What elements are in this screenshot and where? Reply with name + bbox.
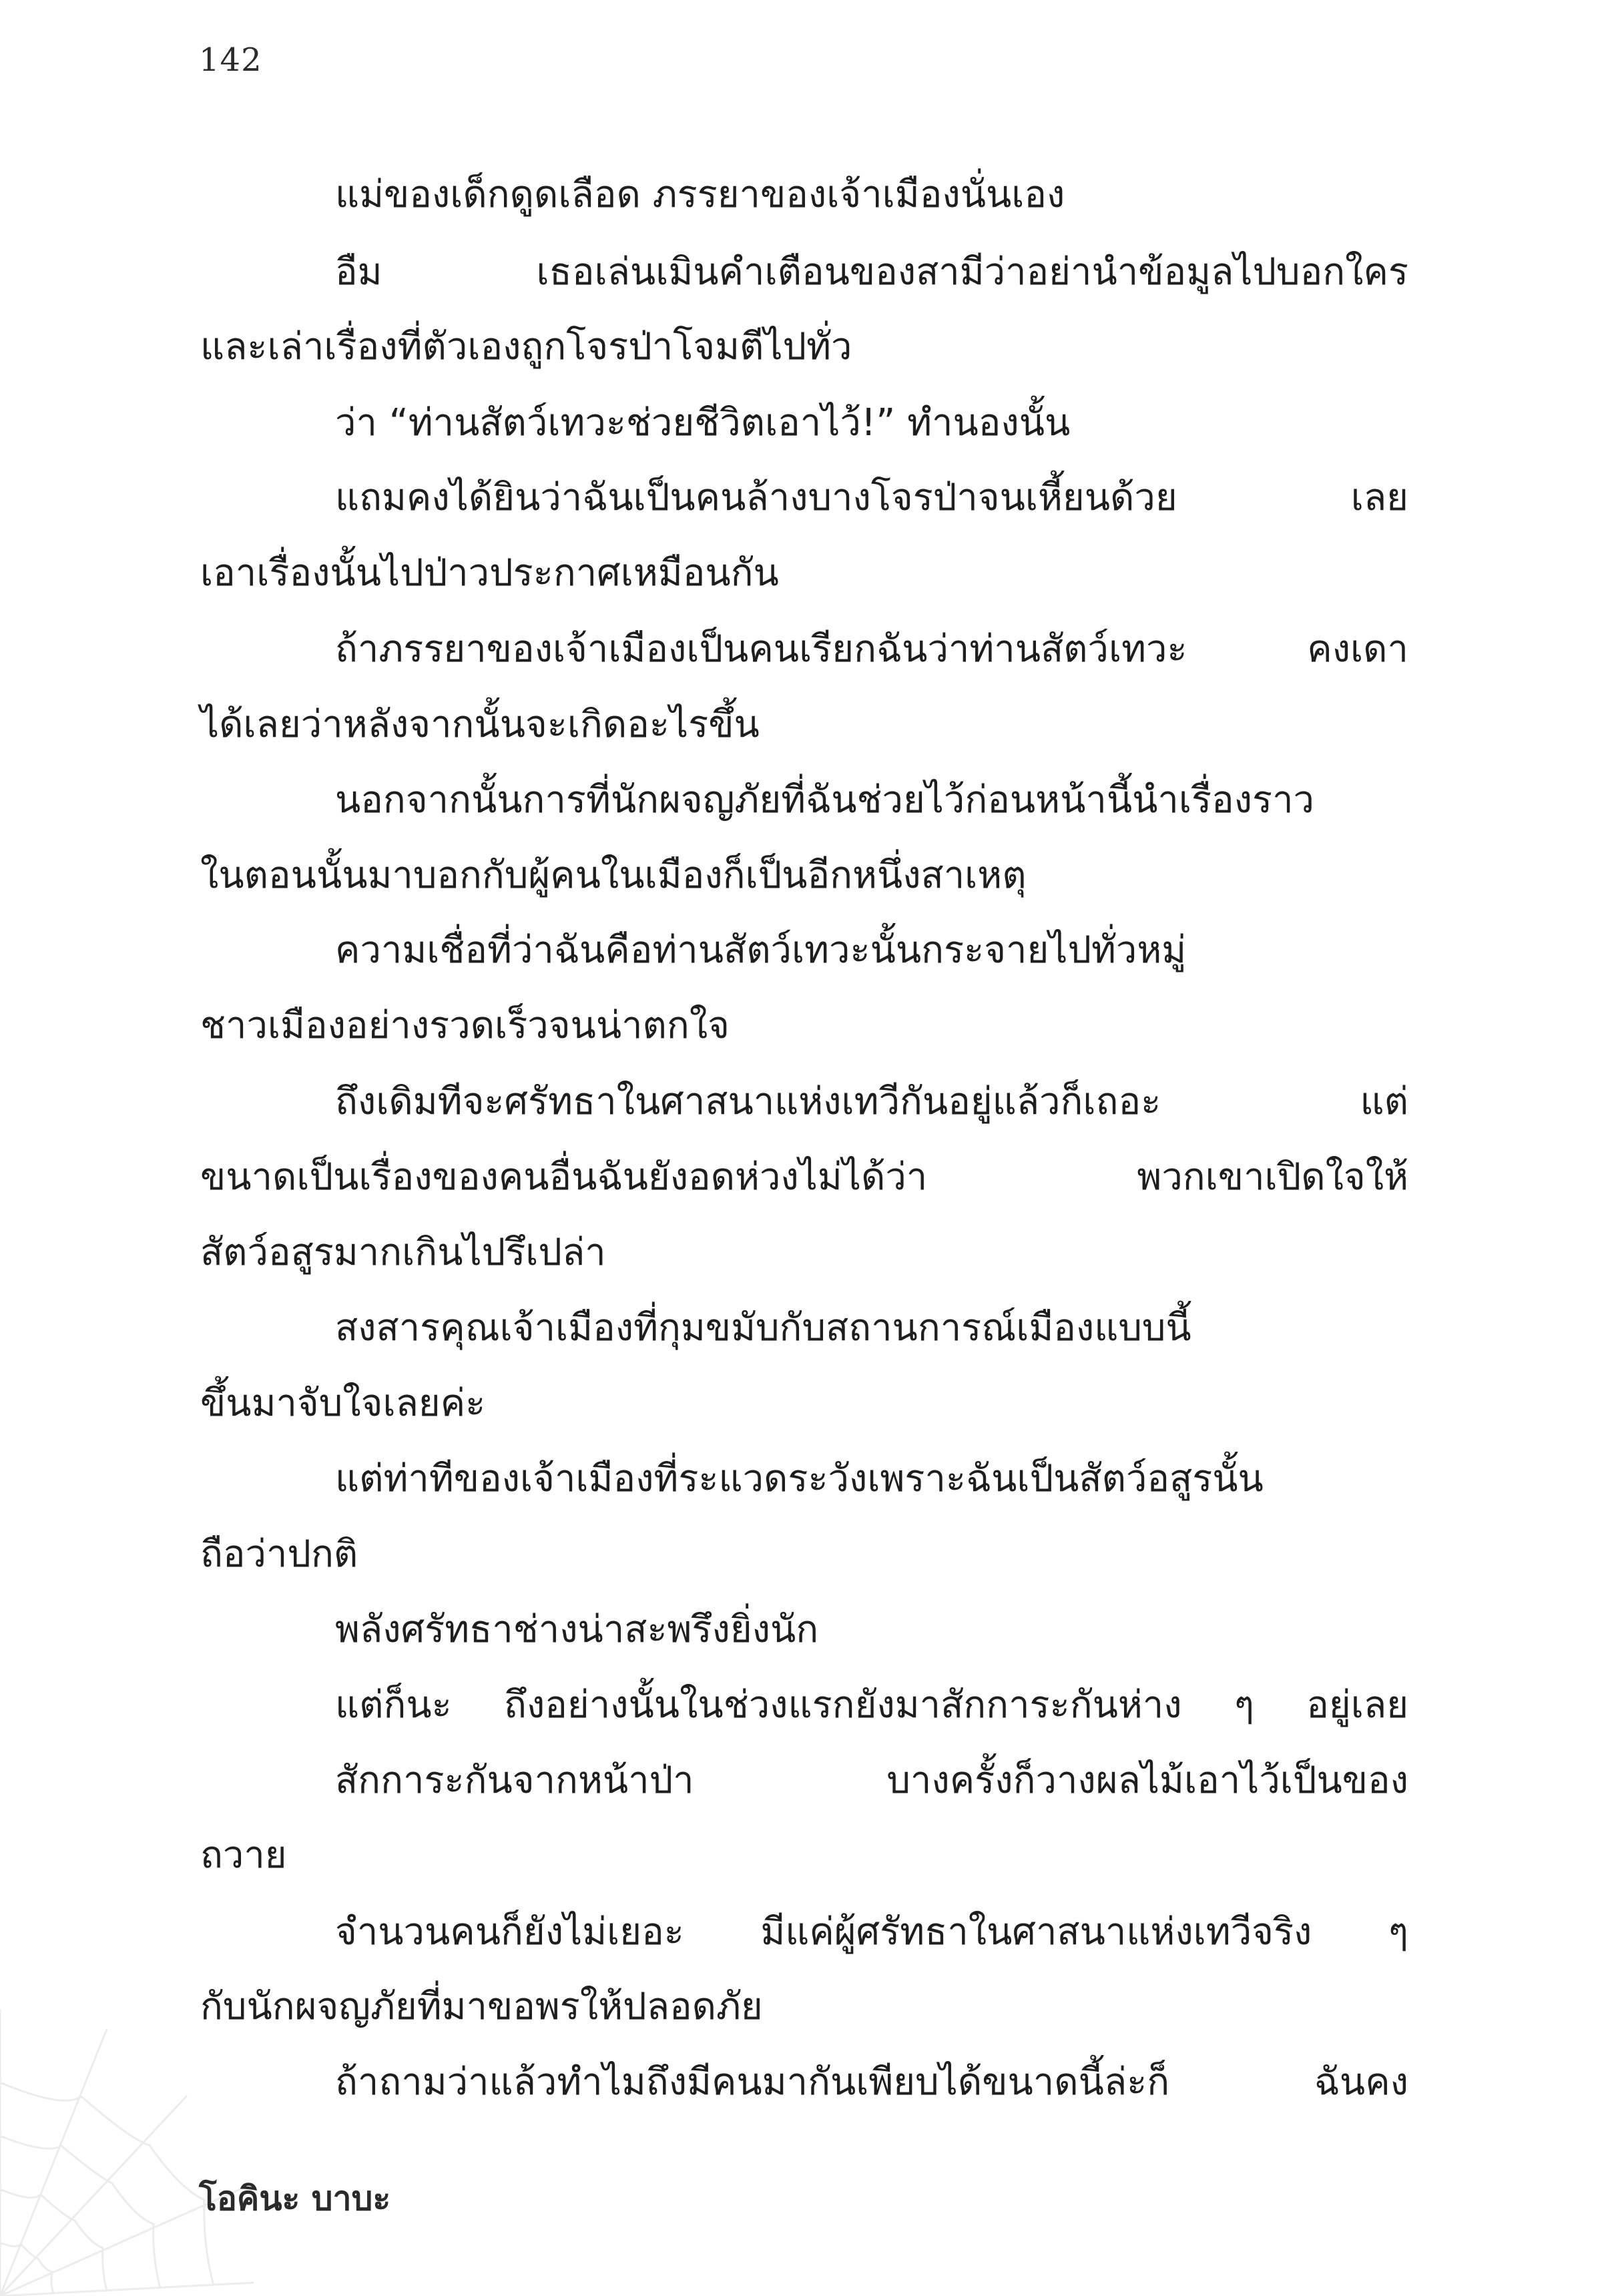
text-line: ถวาย <box>200 1833 287 1877</box>
text-line: สงสารคุณเจ้าเมืองที่กุมขมับกับสถานการณ์เมืองแบบนี้ <box>335 1306 1191 1350</box>
text-line: สัตว์อสูรมากเกินไปรึเปล่า <box>200 1231 606 1274</box>
text-line: กับนักผจญภัยที่มาขอพรให้ปลอดภัย <box>200 1985 763 2028</box>
page-number: 142 <box>199 41 262 79</box>
text-line: แต่ท่าทีของเจ้าเมืองที่ระแวดระวังเพราะฉันเป็นสัตว์อสูรนั้น <box>335 1457 1264 1500</box>
text-line: ความเชื่อที่ว่าฉันคือท่านสัตว์เทวะนั้นกระจายไปทั่วหมู่ <box>335 928 1187 972</box>
text-line: ได้เลยว่าหลังจากนั้นจะเกิดอะไรขึ้น <box>200 703 760 746</box>
text-line: ขึ้นมาจับใจเลยค่ะ <box>200 1382 486 1425</box>
text-line: แม่ของเด็กดูดเลือด ภรรยาของเจ้าเมืองนั่นเอง <box>335 173 1065 216</box>
text-line: ชาวเมืองอย่างรวดเร็วจนน่าตกใจ <box>200 1004 730 1047</box>
text-line: ถึงเดิมทีจะศรัทธาในศาสนาแห่งเทวีกันอยู่แล้วก็เถอะ แต่ <box>335 1080 1408 1123</box>
text-line: อืม เธอเล่นเมินคำเตือนของสามีว่าอย่านำข้อมูลไปบอกใคร <box>335 250 1408 294</box>
text-line: เอาเรื่องนั้นไปป่าวประกาศเหมือนกัน <box>200 551 779 595</box>
text-line: แต่ก็นะ ถึงอย่างนั้นในช่วงแรกยังมาสักการะกันห่าง ๆ อยู่เลย <box>335 1683 1408 1727</box>
text-line: ว่า “ท่านสัตว์เทวะช่วยชีวิตเอาไว้!” ทำนองนั้น <box>335 401 1071 445</box>
text-line: ในตอนนั้นมาบอกกับผู้คนในเมืองก็เป็นอีกหนึ่งสาเหตุ <box>200 854 1027 897</box>
text-line: ถ้าถามว่าแล้วทำไมถึงมีคนมากันเพียบได้ขนาดนี้ล่ะก็ ฉันคง <box>335 2060 1408 2104</box>
text-line: และเล่าเรื่องที่ตัวเองถูกโจรป่าโจมตีไปทั่ว <box>200 325 852 368</box>
text-line: ขนาดเป็นเรื่องของคนอื่นฉันยังอดห่วงไม่ได้ว่า พวกเขาเปิดใจให้ <box>200 1155 1408 1199</box>
footer-author: โอคินะ บาบะ <box>199 2179 391 2218</box>
text-line: ถือว่าปกติ <box>200 1532 358 1576</box>
text-line: แถมคงได้ยินว่าฉันเป็นคนล้างบางโจรป่าจนเหี้ยนด้วย เลย <box>335 476 1408 519</box>
spider-web-ornament <box>0 2009 254 2296</box>
text-line: สักการะกันจากหน้าป่า บางครั้งก็วางผลไม้เอาไว้เป็นของ <box>335 1759 1408 1802</box>
text-line: นอกจากนั้นการที่นักผจญภัยที่ฉันช่วยไว้ก่อนหน้านี้นำเรื่องราว <box>335 778 1314 822</box>
text-line: ถ้าภรรยาของเจ้าเมืองเป็นคนเรียกฉันว่าท่านสัตว์เทวะ คงเดา <box>335 627 1408 671</box>
text-line: จำนวนคนก็ยังไม่เยอะ มีแค่ผู้ศรัทธาในศาสนาแห่งเทวีจริง ๆ <box>335 1910 1408 1954</box>
text-line: พลังศรัทธาช่างน่าสะพรึงยิ่งนัก <box>335 1608 819 1651</box>
